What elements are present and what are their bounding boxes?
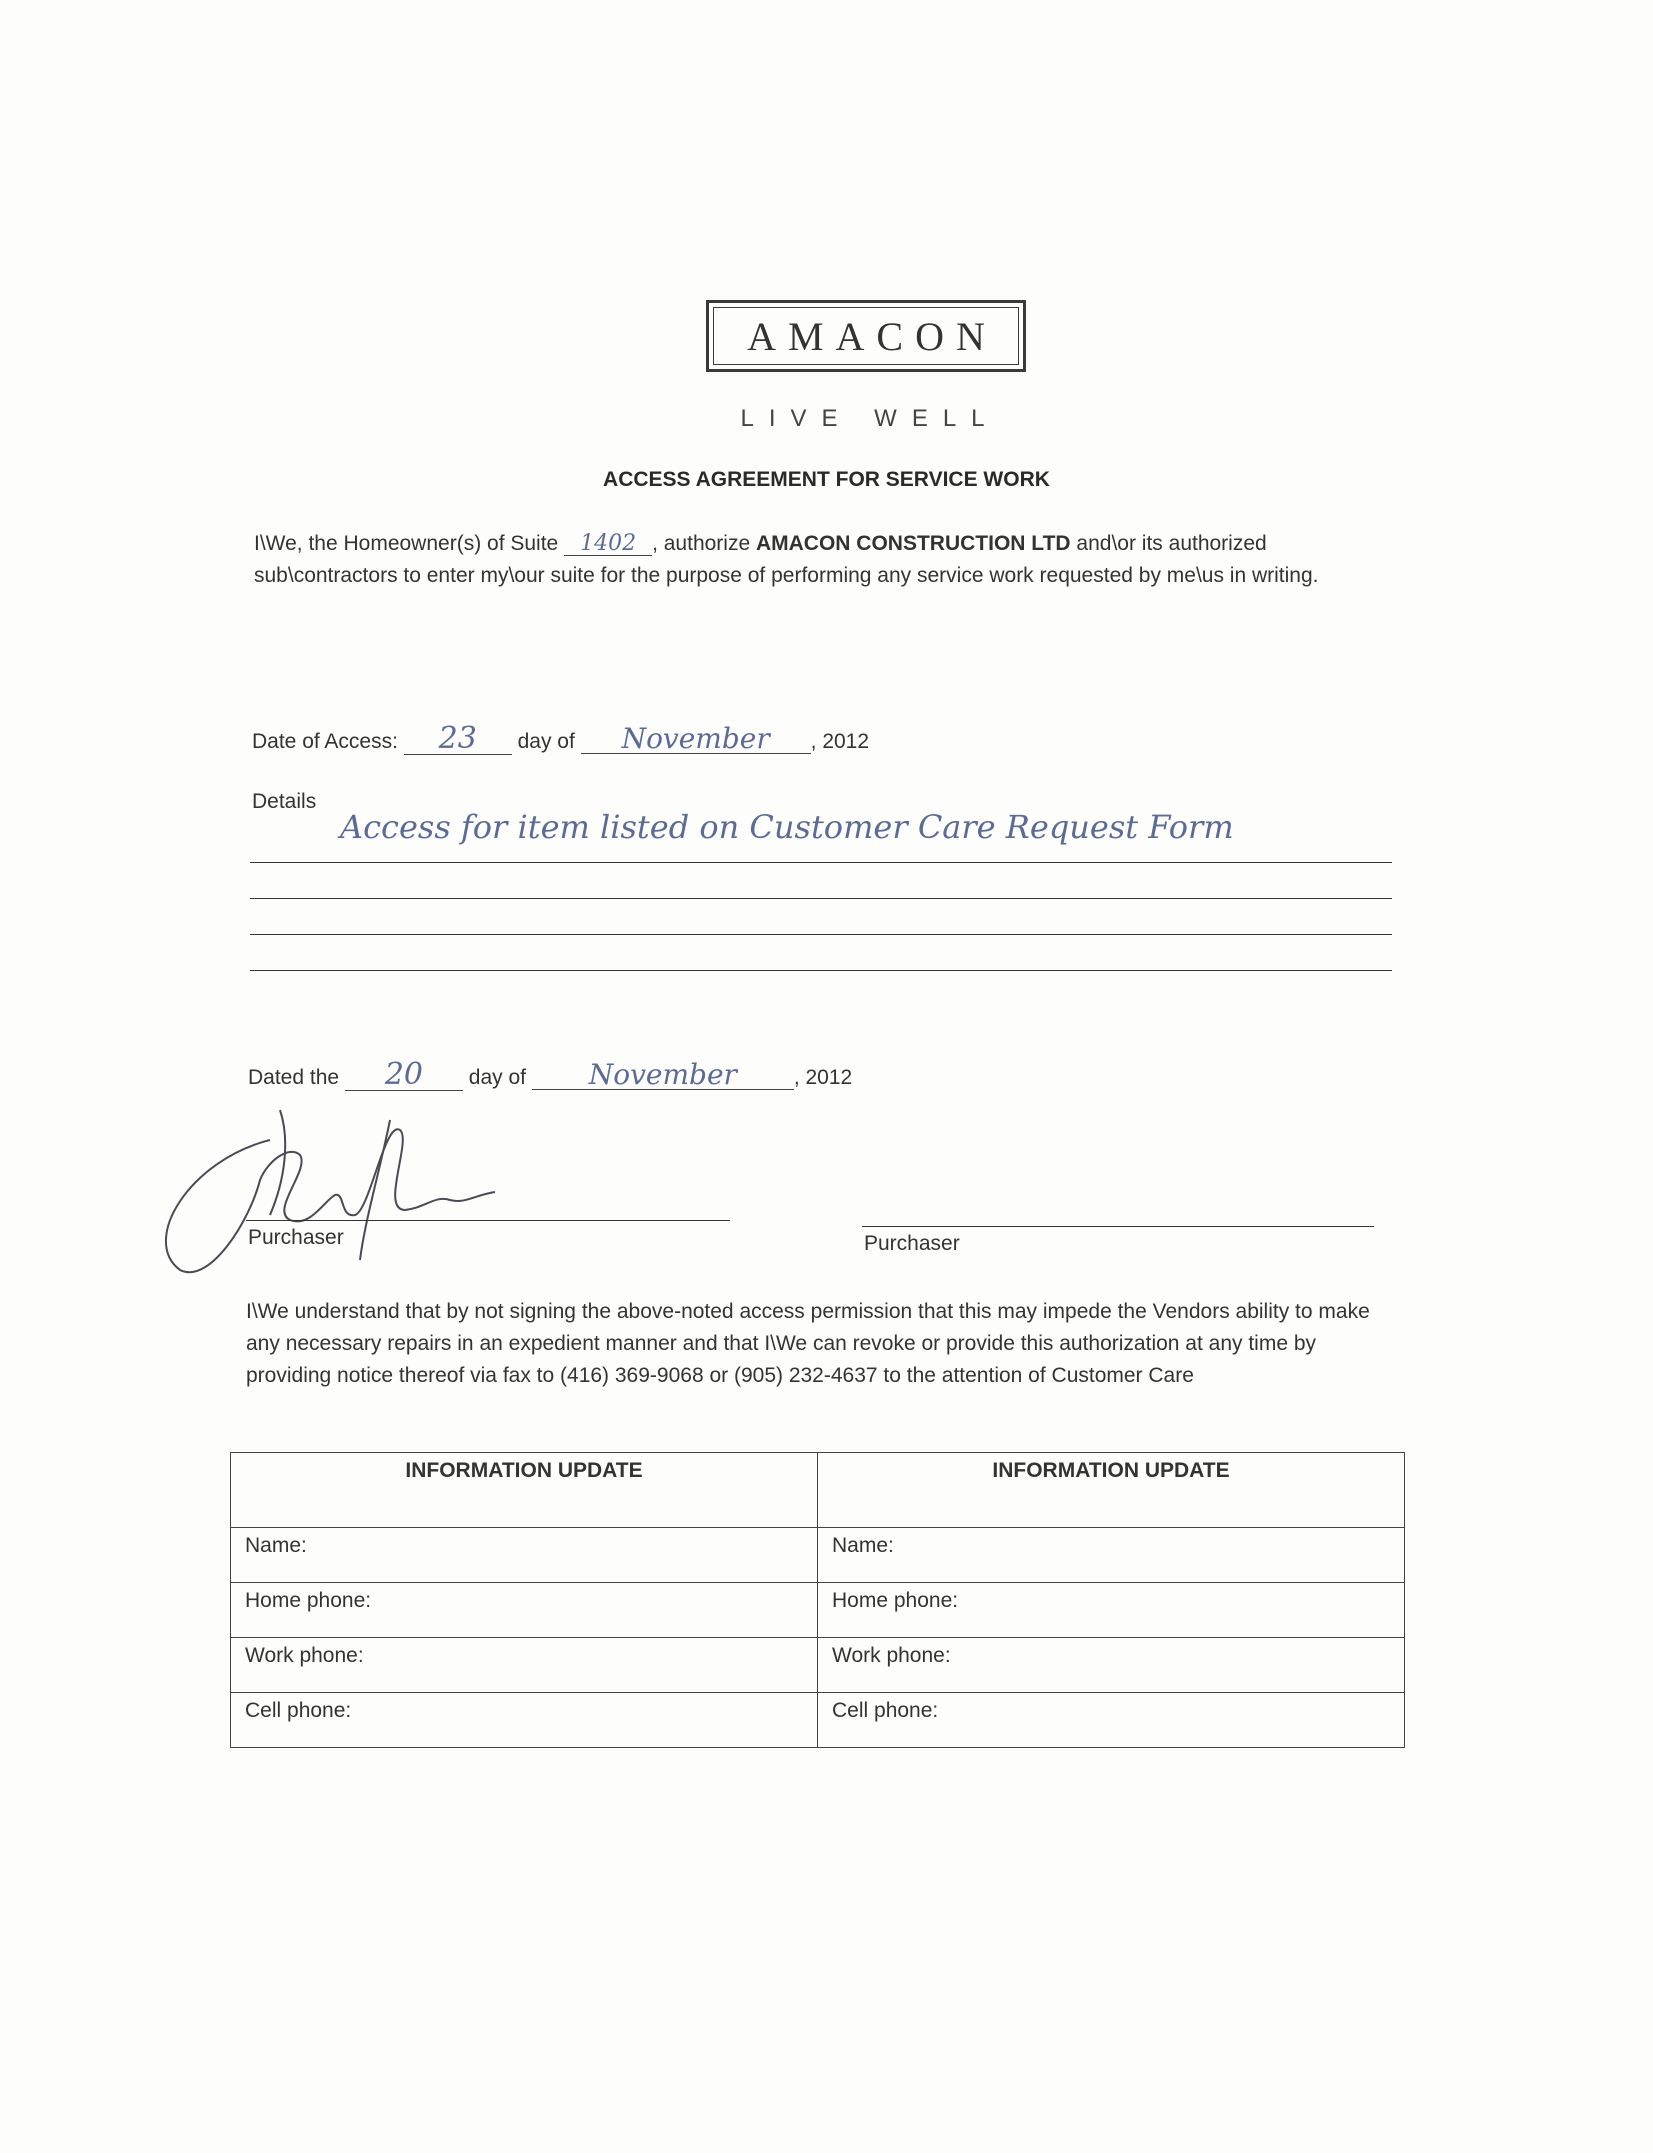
purchaser-label-left: Purchaser xyxy=(248,1226,344,1249)
purchaser-signature-line-right[interactable] xyxy=(862,1226,1374,1227)
name-cell-left[interactable]: Name: xyxy=(231,1528,818,1583)
dated-day-field[interactable]: 20 xyxy=(345,1060,463,1091)
details-line-3 xyxy=(250,934,1392,935)
table-row xyxy=(231,1693,1405,1748)
details-handwritten-text[interactable]: Access for item listed on Customer Care Request Form xyxy=(340,808,1234,846)
information-update-table xyxy=(230,1452,1405,1748)
logo-inner-border xyxy=(713,307,1019,365)
suite-number-field[interactable]: 1402 xyxy=(564,533,652,556)
table-row xyxy=(231,1638,1405,1693)
authorization-part2: , authorize xyxy=(652,532,751,555)
access-day-field[interactable]: 23 xyxy=(404,724,512,755)
dated-year: , 2012 xyxy=(793,1066,853,1089)
dated-row xyxy=(248,1057,853,1092)
date-of-access-row xyxy=(252,721,870,756)
authorization-part1: I\We, the Homeowner(s) of Suite xyxy=(254,532,559,555)
authorization-part3: and\or its authorized sub\contractors to enter my\our suite for the purpose of performing any service work requested by me\us in writing. xyxy=(254,532,1319,587)
info-table-header-row xyxy=(231,1453,1405,1528)
amacon-logo xyxy=(706,300,1026,372)
info-header-right: INFORMATION UPDATE xyxy=(818,1453,1405,1528)
logo-tagline: LIVE WELL xyxy=(740,405,1000,432)
cell-phone-cell-right[interactable]: Cell phone: xyxy=(818,1693,1405,1748)
logo-text: AMACON xyxy=(747,313,997,359)
cell-phone-cell-left[interactable]: Cell phone: xyxy=(231,1693,818,1748)
details-line-2 xyxy=(250,898,1392,899)
purchaser-signature-graphic xyxy=(150,1100,510,1280)
home-phone-cell-right[interactable]: Home phone: xyxy=(818,1583,1405,1638)
dated-label: Dated the xyxy=(248,1066,340,1089)
notice-paragraph: I\We understand that by not signing the above-noted access permission that this may impede the Vendors ability to make any necessary repairs in an expedient manner and that I\We can revoke or provide this authorization at any time by providing notice thereof via fax to (416) 369-9068 or (905) 232-4637 to the attention of Customer Care xyxy=(246,1300,1370,1387)
home-phone-cell-left[interactable]: Home phone: xyxy=(231,1583,818,1638)
form-title: ACCESS AGREEMENT FOR SERVICE WORK xyxy=(603,468,1050,491)
date-of-access-label: Date of Access: xyxy=(252,730,398,753)
access-day-of-label: day of xyxy=(517,730,575,753)
company-name: AMACON CONSTRUCTION LTD xyxy=(755,532,1071,555)
table-row xyxy=(231,1583,1405,1638)
details-label: Details xyxy=(252,790,317,813)
table-row xyxy=(231,1528,1405,1583)
access-month-field[interactable]: November xyxy=(581,725,811,754)
details-line-1 xyxy=(250,862,1392,863)
authorization-paragraph xyxy=(254,528,1339,592)
access-year: , 2012 xyxy=(810,730,870,753)
details-line-4 xyxy=(250,970,1392,971)
purchaser-label-right: Purchaser xyxy=(864,1232,960,1255)
work-phone-cell-right[interactable]: Work phone: xyxy=(818,1638,1405,1693)
dated-day-of-label: day of xyxy=(468,1066,526,1089)
info-header-left: INFORMATION UPDATE xyxy=(231,1453,818,1528)
purchaser-signature-line-left xyxy=(246,1220,730,1221)
work-phone-cell-left[interactable]: Work phone: xyxy=(231,1638,818,1693)
dated-month-field[interactable]: November xyxy=(532,1061,794,1090)
name-cell-right[interactable]: Name: xyxy=(818,1528,1405,1583)
